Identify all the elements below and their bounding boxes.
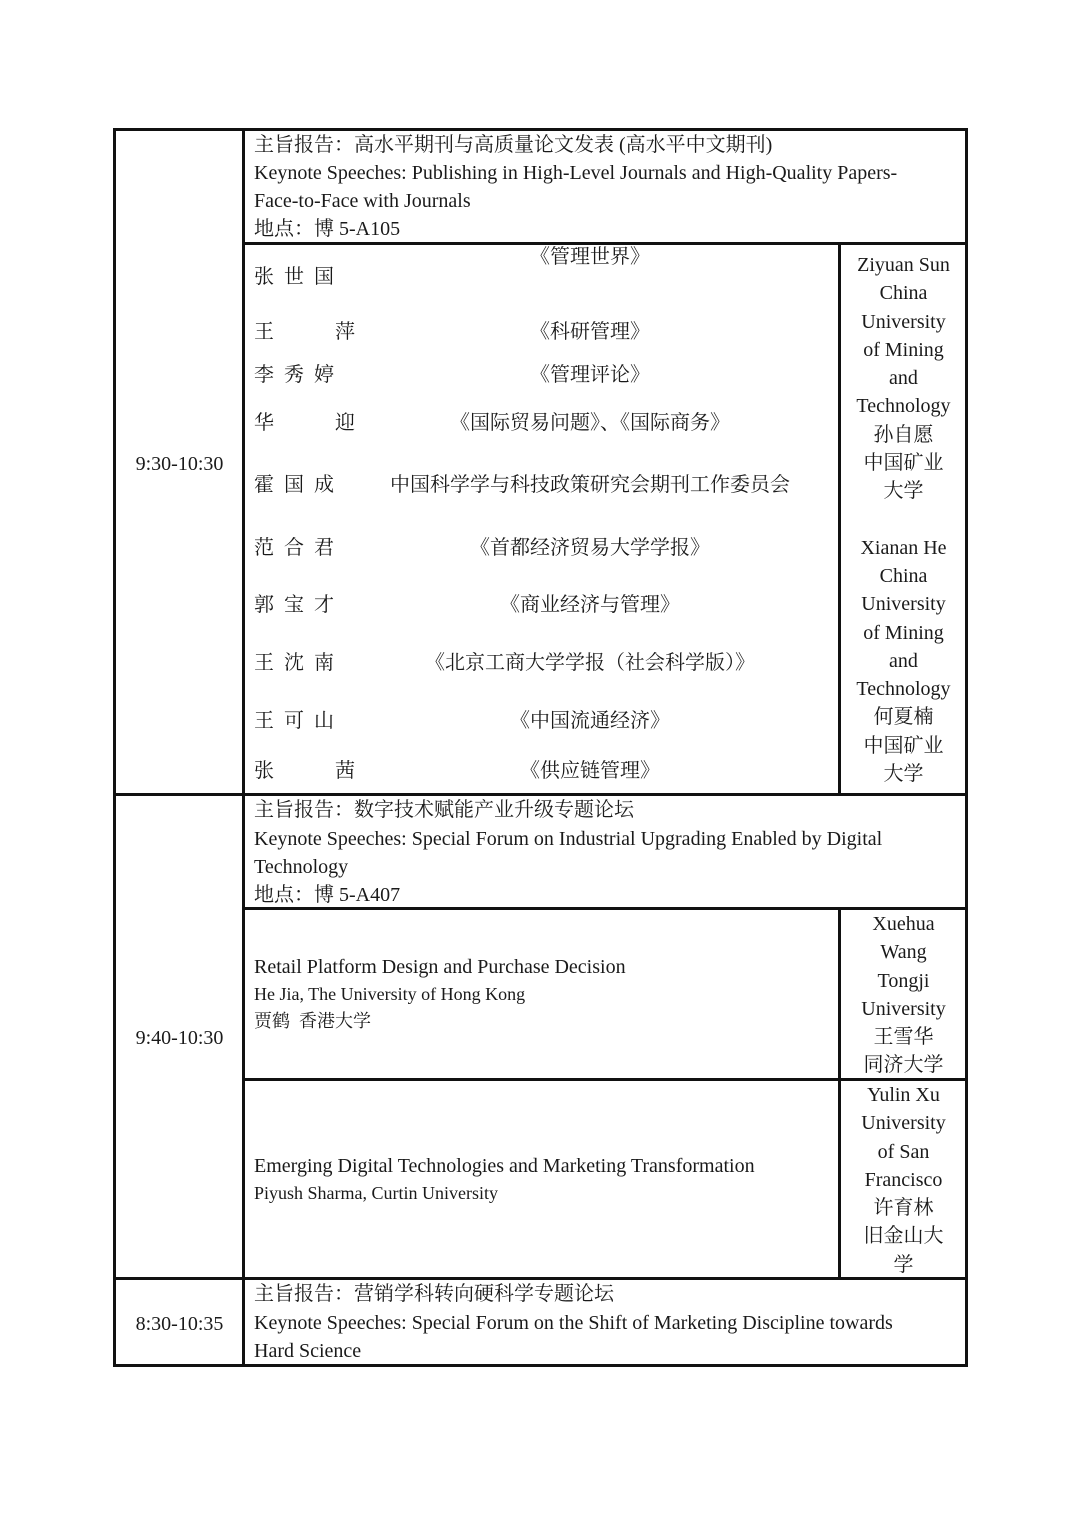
- journal-editor: 王 萍: [254, 321, 383, 343]
- journal-name: 《管理评论》: [530, 364, 650, 386]
- moderator-line: 许育林: [873, 1197, 934, 1220]
- journal-name: 《中国流通经济》: [510, 710, 670, 732]
- session-location: 地点：博 5-A407: [254, 884, 401, 906]
- journal-editor: 郭宝才: [254, 594, 344, 616]
- moderator-line: 何夏楠: [873, 706, 934, 729]
- session-title-cn: 主旨报告：营销学科转向硬科学专题论坛: [254, 1283, 614, 1305]
- session-title-en: Keynote Speeches: Special Forum on the Shift of Marketing Discipline towards: [254, 1312, 893, 1334]
- moderator-line: Francisco: [864, 1168, 943, 1191]
- session-title-en: Hard Science: [254, 1340, 362, 1362]
- talk-speaker-cn: 贾鹤 香港大学: [254, 1011, 371, 1031]
- moderator-line: Yulin Xu: [867, 1084, 940, 1106]
- moderator-cell: [842, 251, 965, 788]
- journal-editor: 华 迎: [254, 412, 383, 434]
- journal-name: 《首都经济贸易大学学报》: [470, 537, 710, 559]
- journal-name: 《供应链管理》: [520, 760, 660, 782]
- moderator-line: and: [889, 649, 918, 672]
- journal-name: 《科研管理》: [530, 321, 650, 343]
- moderator-line: 王雪华: [873, 1026, 934, 1049]
- session-title-cn: 主旨报告：高水平期刊与高质量论文发表 (高水平中文期刊): [254, 134, 773, 156]
- moderator-line: China: [879, 564, 928, 587]
- moderator-line: Tongji: [877, 969, 930, 992]
- talk-title: Retail Platform Design and Purchase Decision: [254, 956, 626, 978]
- journal-name: 中国科学学与科技政策研究会期刊工作委员会: [390, 474, 790, 496]
- session-title-en: Keynote Speeches: Special Forum on Industrial Upgrading Enabled by Digital: [254, 828, 883, 850]
- session-time: 9:40-10:30: [135, 1027, 224, 1049]
- moderator-divider-1: [838, 243, 841, 795]
- moderator-line: Xuehua: [872, 913, 935, 935]
- moderator-line: University: [861, 593, 946, 616]
- moderator-line: and: [889, 367, 918, 390]
- talk-speaker-en: Piyush Sharma, Curtin University: [254, 1183, 498, 1203]
- moderator-line: 学: [893, 1253, 914, 1276]
- session-time: 8:30-10:35: [135, 1313, 224, 1335]
- moderator-line: 中国矿业: [863, 452, 944, 475]
- journal-name: 《北京工商大学学报（社会科学版）》: [425, 652, 755, 674]
- moderator-line: of Mining: [863, 338, 944, 361]
- journal-editor: 张 茜: [254, 760, 383, 782]
- journal-name: 《管理世界》: [530, 246, 650, 268]
- moderator-divider-2: [838, 908, 841, 1279]
- moderator-line: 大学: [883, 480, 924, 503]
- moderator-line: University: [861, 1112, 946, 1135]
- moderator-cell: [842, 1081, 965, 1279]
- talk-item: [254, 953, 834, 1035]
- moderator-line: 旧金山大: [863, 1225, 944, 1248]
- moderator-line: University: [861, 997, 946, 1020]
- journal-editor: 李秀婷: [254, 364, 344, 386]
- moderator-line: Ziyuan Sun: [857, 254, 950, 276]
- session-time: 9:30-10:30: [135, 453, 224, 475]
- moderator-line: Technology: [856, 678, 951, 701]
- moderator-line: of Mining: [863, 621, 944, 644]
- session-title-en: Technology: [254, 856, 349, 878]
- talk-title: Emerging Digital Technologies and Marketing Transformation: [254, 1155, 755, 1177]
- session-title-en: Keynote Speeches: Publishing in High-Level Journals and High-Quality Papers-: [254, 162, 898, 184]
- journal-editor: 霍国成: [254, 474, 344, 496]
- journal-editor: 范合君: [254, 537, 344, 559]
- session-title-cn: 主旨报告：数字技术赋能产业升级专题论坛: [254, 799, 634, 821]
- moderator-line: Technology: [856, 395, 951, 418]
- moderator-line: 孙自愿: [873, 423, 934, 446]
- moderator-line: University: [861, 310, 946, 333]
- moderator-line: China: [879, 282, 928, 305]
- talk-speaker-en: He Jia, The University of Hong Kong: [254, 984, 526, 1004]
- session-title-en: Face-to-Face with Journals: [254, 190, 471, 212]
- moderator-line: 同济大学: [863, 1054, 944, 1077]
- session-location: 地点：博 5-A105: [254, 218, 401, 240]
- journal-editor: 王可山: [254, 710, 344, 732]
- journal-editor: 王沈南: [254, 652, 344, 674]
- journal-name: 《国际贸易问题》、《国际商务》: [450, 412, 730, 434]
- moderator-spacer: [842, 506, 965, 534]
- journal-editor: 张世国: [254, 266, 344, 288]
- moderator-line: Wang: [880, 941, 927, 964]
- moderator-line: Xianan He: [860, 536, 947, 559]
- moderator-line: 中国矿业: [863, 734, 944, 757]
- moderator-cell: [842, 910, 965, 1080]
- time-column-divider: [242, 128, 245, 1367]
- moderator-line: 大学: [883, 763, 924, 786]
- journal-name: 《商业经济与管理》: [500, 594, 680, 616]
- moderator-line: of San: [877, 1140, 930, 1163]
- talk-item: [254, 1152, 834, 1207]
